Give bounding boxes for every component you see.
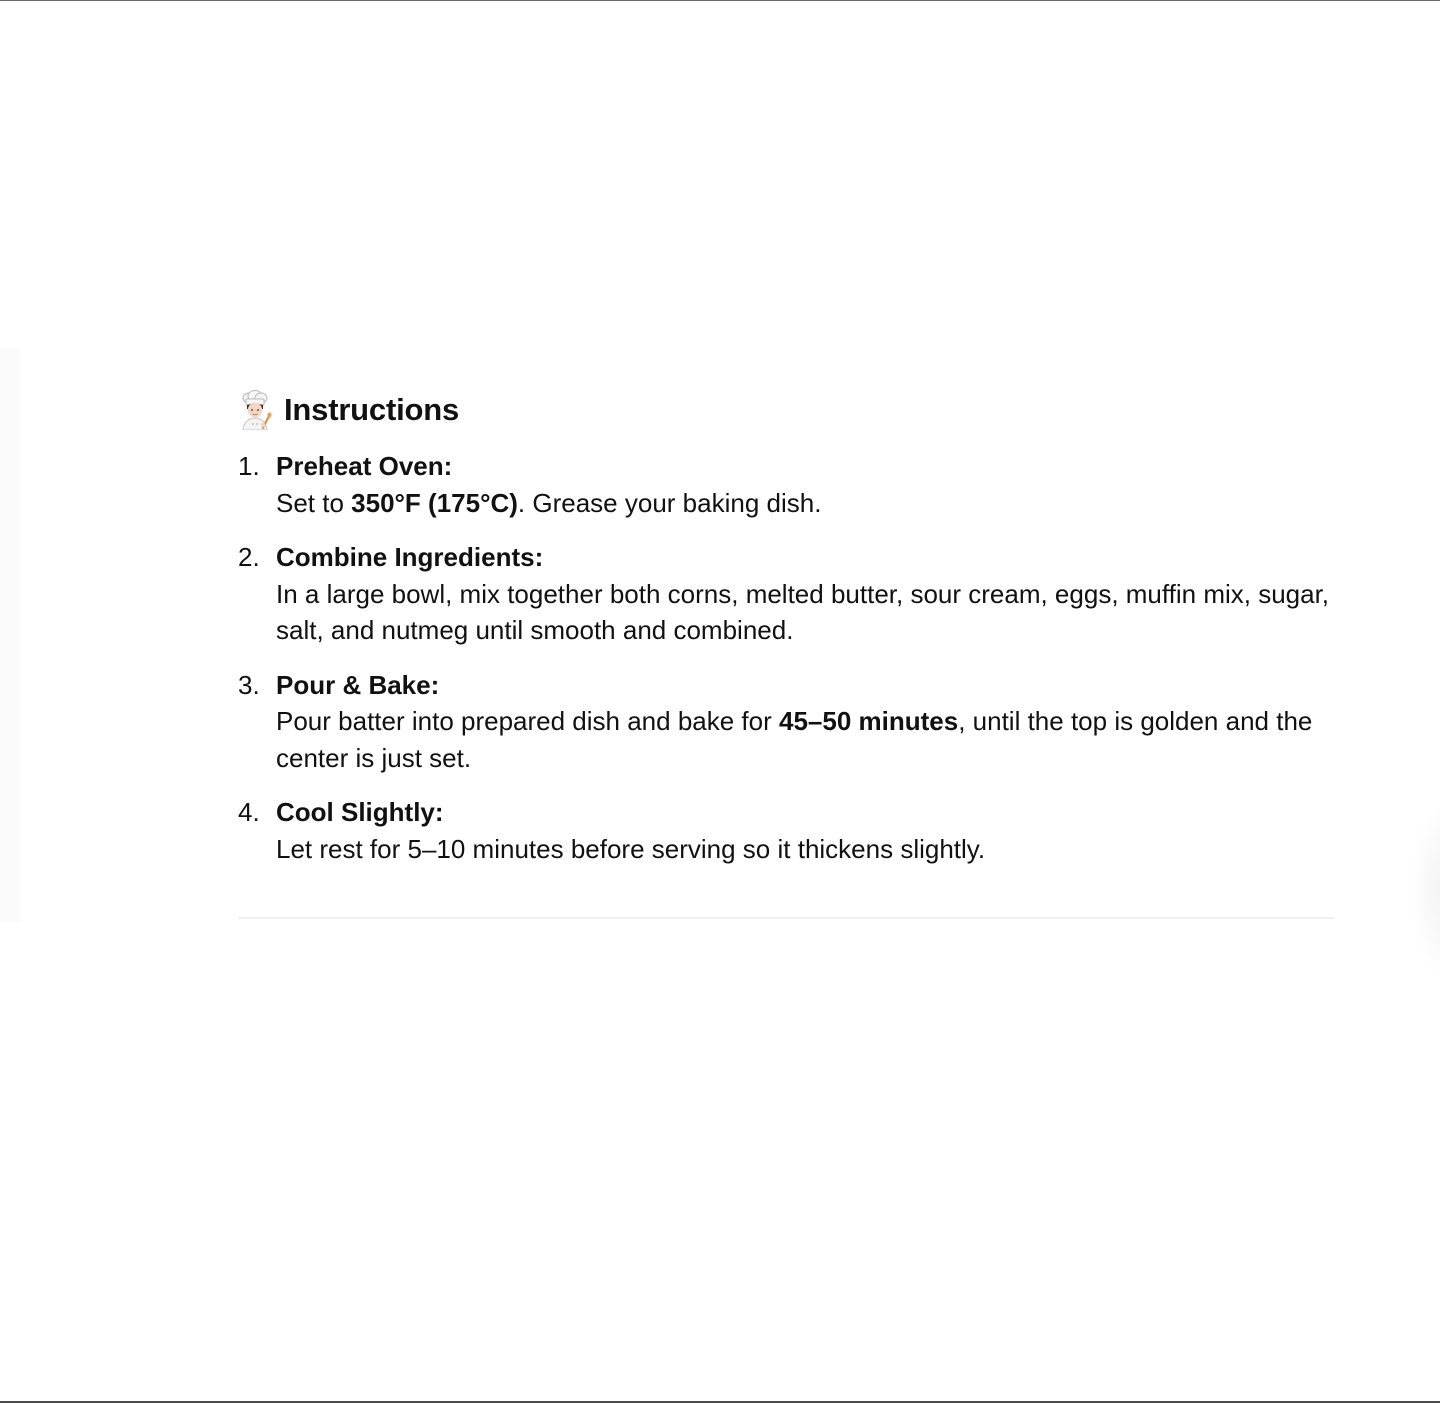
right-edge-shadow: [1410, 800, 1440, 980]
left-panel-edge: [0, 348, 20, 922]
step-number: 1.: [238, 451, 260, 481]
step-number: 2.: [238, 542, 260, 572]
step-text-bold: 45–50 minutes: [779, 706, 959, 736]
list-item: [238, 539, 1334, 649]
step-number: 3.: [238, 669, 260, 700]
chef-icon: [238, 390, 272, 430]
step-title: Pour & Bake:: [276, 669, 440, 700]
step-title: Combine Ingredients:: [276, 542, 544, 572]
list-item: [238, 448, 1334, 521]
step-text: Set to: [276, 487, 352, 518]
step-text: , until the top is golden and the center is just set.: [276, 706, 1313, 773]
step-text: . Grease your baking dish.: [517, 487, 822, 518]
step-text: Pour batter into prepared dish and bake for: [276, 706, 779, 736]
instructions-section: [238, 388, 1334, 885]
list-item: [238, 667, 1334, 777]
step-title: Cool Slightly:: [276, 797, 444, 827]
list-item: [238, 794, 1334, 867]
section-title: Instructions: [284, 392, 460, 427]
step-body: [276, 703, 1334, 776]
step-body: [276, 831, 1334, 868]
instructions-list: [238, 448, 1334, 867]
step-text: In a large bowl, mix together both corns, melted butter, sour cream, eggs, muffin mix, sugar, salt, and nutmeg until smooth and combined.: [276, 578, 1330, 645]
section-divider: [238, 917, 1334, 919]
top-border: [0, 0, 1440, 1]
step-number: 4.: [238, 797, 260, 827]
step-text: Let rest for 5–10 minutes before serving so it thickens slightly.: [276, 833, 986, 864]
step-text-bold: 350°F (175°C): [351, 487, 518, 518]
step-title: Preheat Oven:: [276, 451, 453, 481]
step-body: [276, 485, 1334, 522]
section-heading: [238, 388, 1334, 432]
step-body: [276, 576, 1334, 649]
